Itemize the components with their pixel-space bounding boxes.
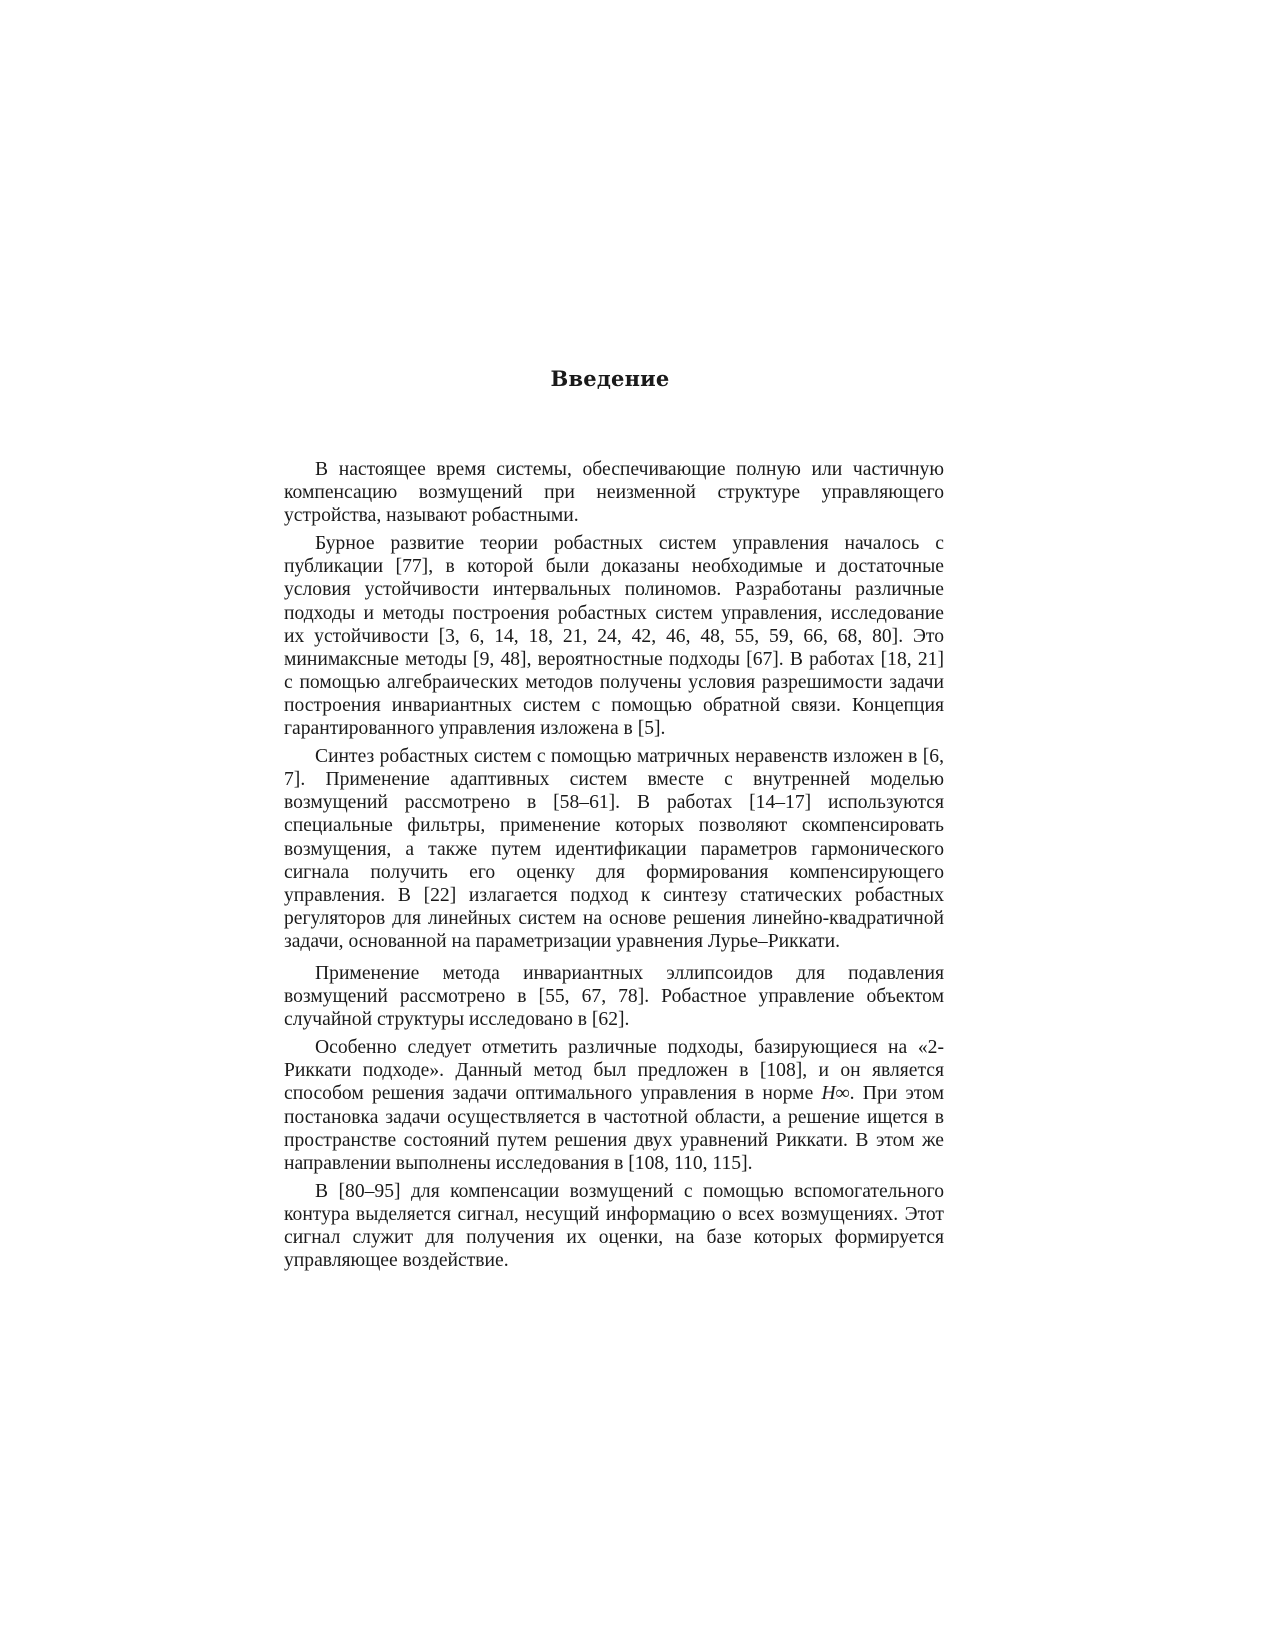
paragraph-3: Синтез робастных систем с помощью матричных неравенств изложен в [6, 7]. Применение адаптивных систем вместе с внутренней моделью возмущений рассмотрено в [58–61]. В работах [14–17] используются специальные фильтры, применение которых позволяют скомпенсировать возмущения, а также путем идентификации параметров гармонического сигнала получить его оценку для формирования компенсирующего управления. В [22] излагается подход к синтезу статических робастных регуляторов для линейных систем на основе решения линейно-квадратичной задачи, основанной на параметризации уравнения Лурье–Риккати. bbox=[284, 746, 944, 952]
paragraph-5 bbox=[284, 1036, 944, 1175]
page-title: Введение bbox=[550, 366, 670, 391]
paragraph-6: В [80–95] для компенсации возмущений с помощью вспомогательного контура выделяется сигнал, несущий информацию о всех возмущениях. Этот сигнал служит для получения их оценки, на базе которых формируется управляющее воздействие. bbox=[284, 1180, 944, 1272]
h-infinity-norm: H∞ bbox=[821, 1083, 850, 1105]
paragraph-1: В настоящее время системы, обеспечивающие полную или частичную компенсацию возмущений при неизменной структуре управляющего устройства, называют робастными. bbox=[284, 459, 944, 527]
body-text bbox=[284, 458, 944, 1272]
paragraph-5-text-a: Особенно следует отметить различные подходы, базирующиеся на «2-Риккати подходе». Данный метод был предложен в [108], и он является способом решения задачи оптимального управления в норме bbox=[284, 1037, 944, 1105]
paragraph-5-text-b: . При этом постановка задачи осуществляется в частотной области, а решение ищется в пространстве состояний путем решения двух уравнений Риккати. В этом же направлении выполнены исследования в [108, 110, 115]. bbox=[284, 1083, 945, 1174]
paragraph-2: Бурное развитие теории робастных систем управления началось с публикации [77], в которой были доказаны необходимые и достаточные условия устойчивости интервальных полиномов. Разработаны различные подходы и методы построения робастных систем управления, исследование их устойчивости [3, 6, 14, 18, 21, 24, 42, 46, 48, 55, 59, 66, 68, 80]. Это минимаксные методы [9, 48], вероятностные подходы [67]. В работах [18, 21] с помощью алгебраических методов получены условия разрешимости задачи построения инвариантных систем с помощью обратной связи. Концепция гарантированного управления изложена в [5]. bbox=[284, 533, 944, 740]
paragraph-4: Применение метода инвариантных эллипсоидов для подавления возмущений рассмотрено в [55, 67, 78]. Робастное управление объектом случайной структуры исследовано в [62]. bbox=[284, 962, 944, 1031]
